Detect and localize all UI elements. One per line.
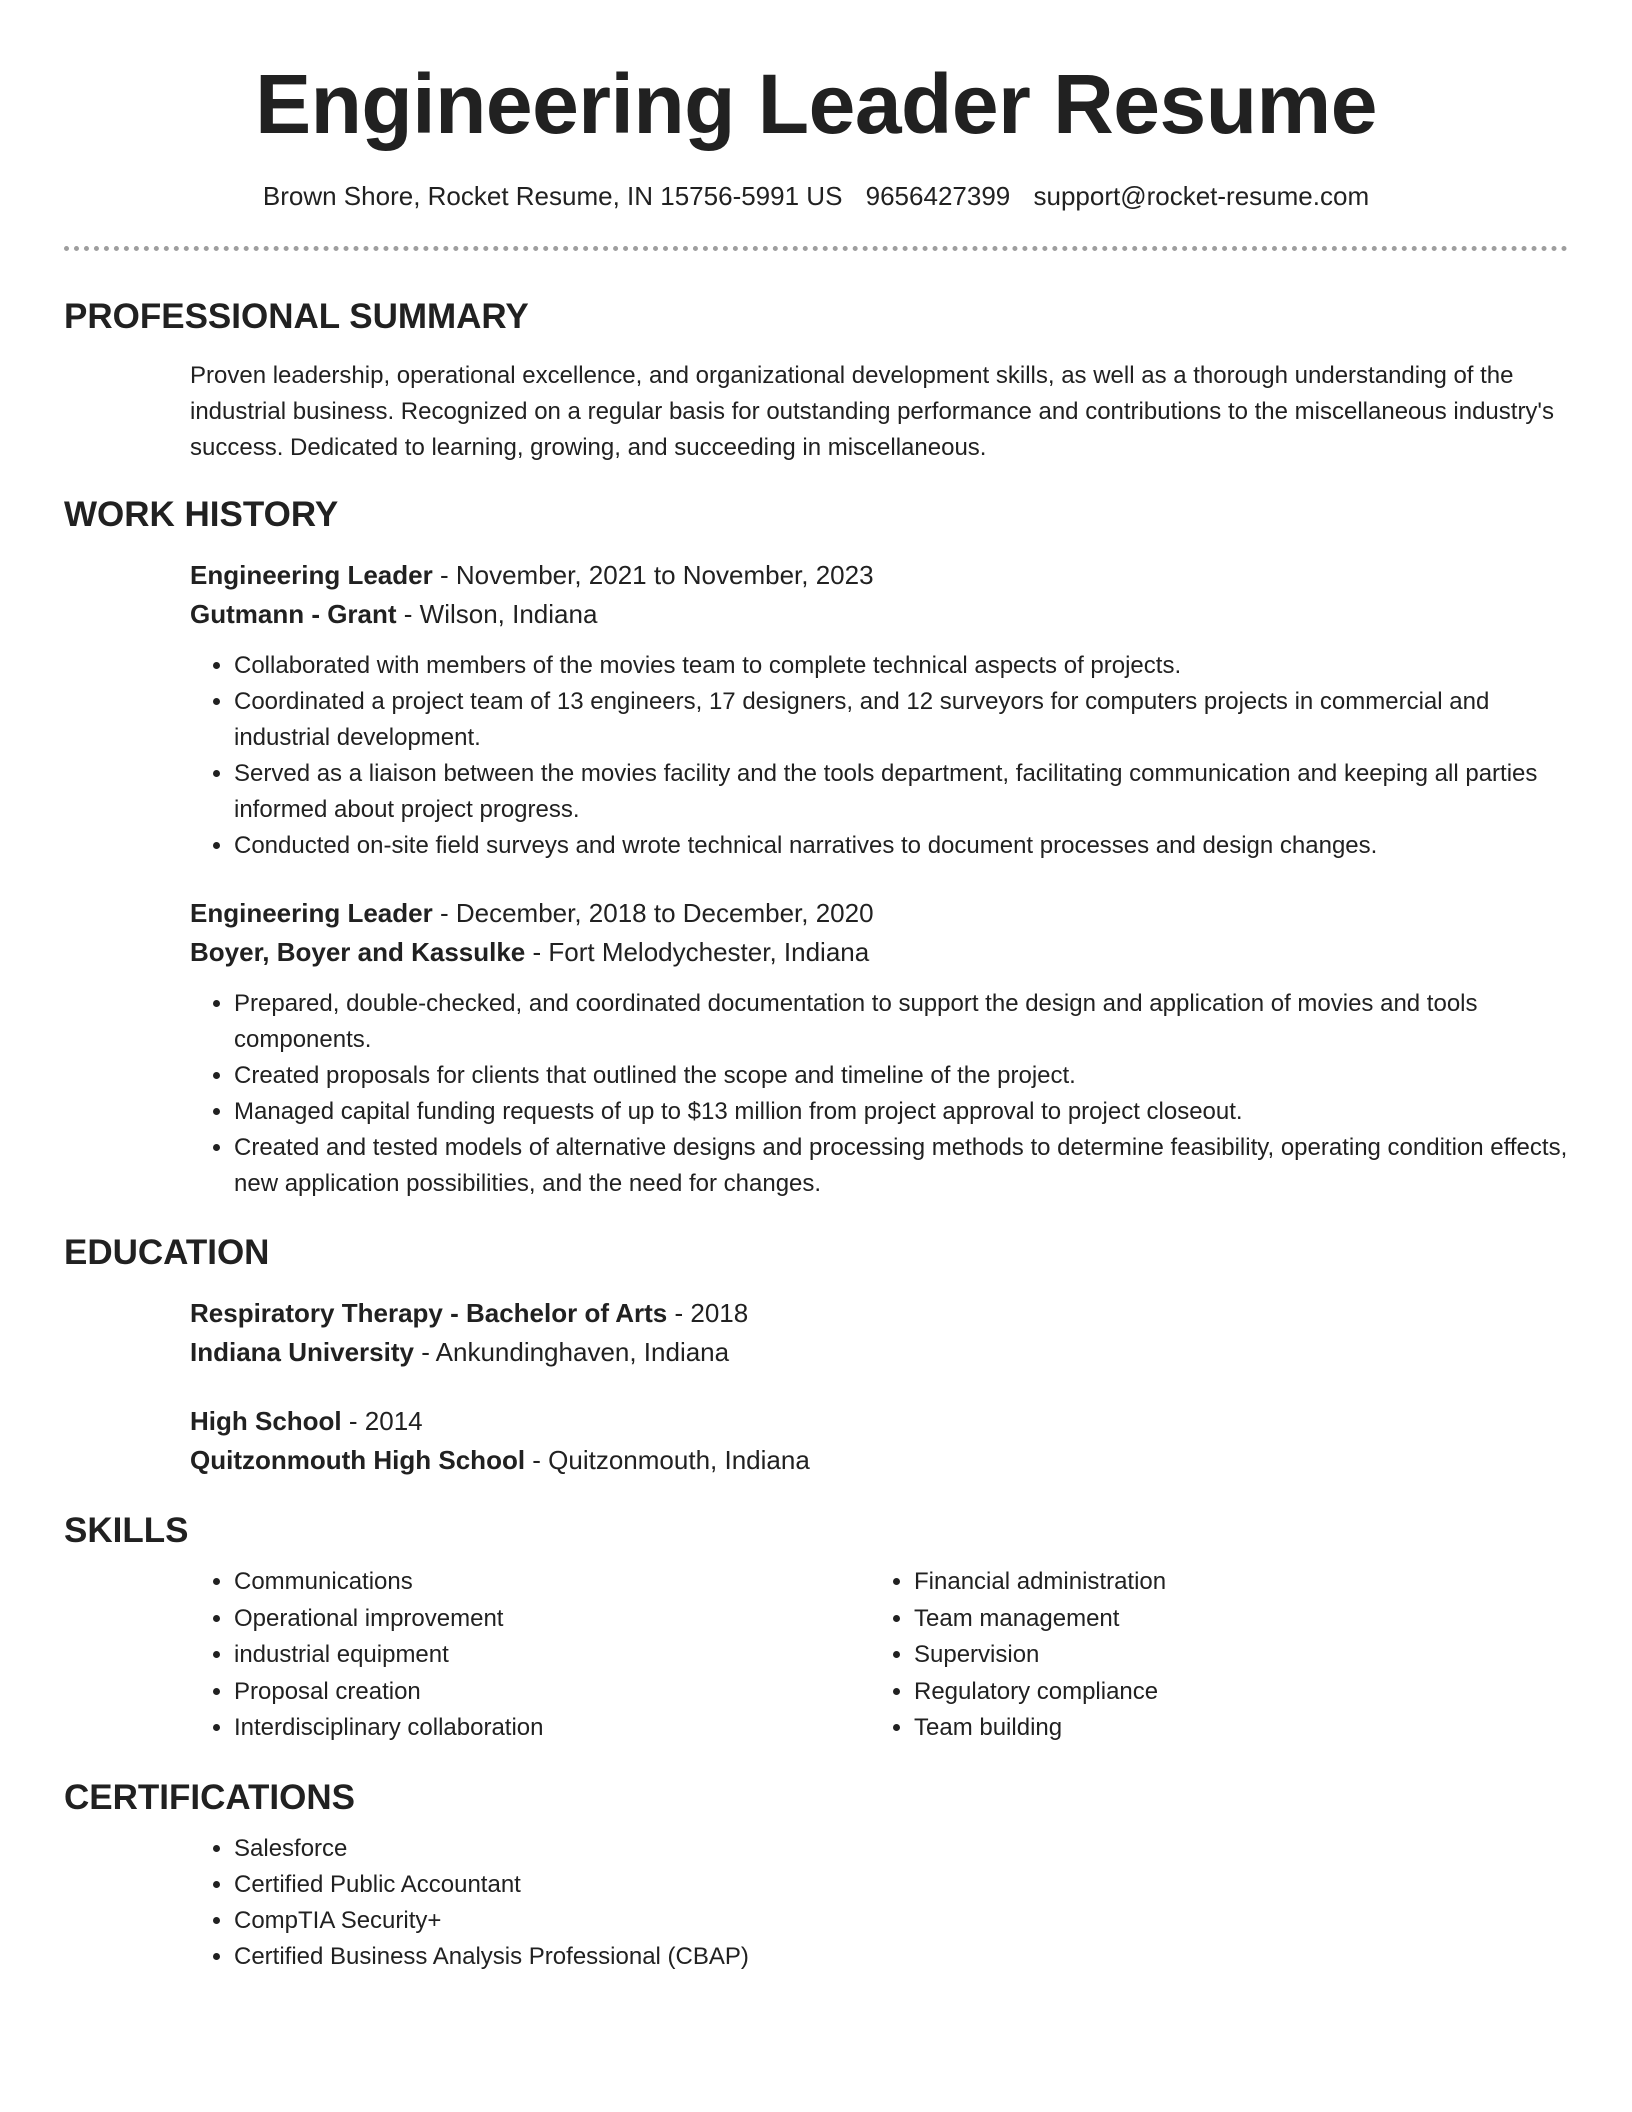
job-bullet: • Conducted on-site field surveys and wrote technical narratives to document processes and design changes. bbox=[234, 828, 1568, 864]
skill-item: • Interdisciplinary collaboration bbox=[234, 1710, 870, 1747]
skills-list-right bbox=[870, 1564, 1550, 1747]
contact-line bbox=[64, 180, 1568, 212]
section-title-certifications: CERTIFICATIONS bbox=[64, 1777, 356, 1817]
job-bullet: • Created and tested models of alternative designs and processing methods to determine feasibility, operating condition effects, new application possibilities, and the need for changes. bbox=[234, 1130, 1568, 1202]
certification-item: • Salesforce bbox=[234, 1831, 1568, 1867]
skills-columns bbox=[190, 1564, 1568, 1747]
job-role: Engineering Leader bbox=[190, 560, 433, 590]
skills-list-left bbox=[190, 1564, 870, 1747]
skill-item: • Supervision bbox=[914, 1637, 1550, 1674]
certifications-block bbox=[190, 1831, 1568, 1975]
skill-item: • Team building bbox=[914, 1710, 1550, 1747]
certification-item: • Certified Business Analysis Professional (CBAP) bbox=[234, 1939, 1568, 1975]
resume-title: Engineering Leader Resume bbox=[255, 57, 1377, 151]
education-degree-line bbox=[190, 1294, 1568, 1333]
contact-phone: 9656427399 bbox=[865, 181, 1011, 211]
education-degree: High School bbox=[190, 1406, 342, 1436]
job-location: - Wilson, Indiana bbox=[396, 599, 598, 629]
job-entry bbox=[190, 894, 1568, 1202]
job-bullet: • Prepared, double-checked, and coordinated documentation to support the design and application of movies and tools components. bbox=[234, 986, 1568, 1058]
job-bullets bbox=[190, 986, 1568, 1202]
job-role: Engineering Leader bbox=[190, 898, 433, 928]
skill-item: • Communications bbox=[234, 1564, 870, 1601]
section-title-summary: PROFESSIONAL SUMMARY bbox=[64, 297, 529, 336]
contact-email: support@rocket-resume.com bbox=[1033, 181, 1370, 211]
job-bullet: • Served as a liaison between the movies facility and the tools department, facilitating communication and keeping all parties informed about project progress. bbox=[234, 756, 1568, 828]
job-role-line bbox=[190, 894, 1568, 933]
education-school: Quitzonmouth High School bbox=[190, 1445, 526, 1475]
work-history-list bbox=[190, 556, 1568, 1202]
education-school-line bbox=[190, 1333, 1568, 1372]
education-entry bbox=[190, 1294, 1568, 1372]
header-divider bbox=[64, 246, 1568, 251]
certifications-list bbox=[190, 1831, 1568, 1975]
education-school: Indiana University bbox=[190, 1337, 414, 1367]
job-entry bbox=[190, 556, 1568, 864]
job-company: Gutmann - Grant bbox=[190, 599, 397, 629]
job-bullets bbox=[190, 648, 1568, 864]
job-dates: - December, 2018 to December, 2020 bbox=[432, 898, 874, 928]
certification-item: • CompTIA Security+ bbox=[234, 1903, 1568, 1939]
education-location: - Ankundinghaven, Indiana bbox=[413, 1337, 730, 1367]
certification-item: • Certified Public Accountant bbox=[234, 1867, 1568, 1903]
job-company-line bbox=[190, 595, 1568, 634]
resume-page bbox=[64, 0, 1568, 1975]
job-bullet: • Coordinated a project team of 13 engineers, 17 designers, and 12 surveyors for computers projects in commercial and industrial development. bbox=[234, 684, 1568, 756]
job-location: - Fort Melodychester, Indiana bbox=[525, 937, 870, 967]
job-role-line bbox=[190, 556, 1568, 595]
education-list bbox=[190, 1294, 1568, 1480]
education-location: - Quitzonmouth, Indiana bbox=[525, 1445, 810, 1475]
education-year: - 2014 bbox=[341, 1406, 423, 1436]
education-year: - 2018 bbox=[667, 1298, 749, 1328]
section-title-education: EDUCATION bbox=[64, 1233, 270, 1272]
job-bullet: • Collaborated with members of the movies team to complete technical aspects of projects. bbox=[234, 648, 1568, 684]
job-company: Boyer, Boyer and Kassulke bbox=[190, 937, 526, 967]
education-entry bbox=[190, 1402, 1568, 1480]
skill-item: • Proposal creation bbox=[234, 1674, 870, 1711]
section-title-work-history: WORK HISTORY bbox=[64, 495, 339, 534]
job-dates: - November, 2021 to November, 2023 bbox=[432, 560, 874, 590]
job-bullet: • Managed capital funding requests of up to $13 million from project approval to project closeout. bbox=[234, 1094, 1568, 1130]
skill-item: • industrial equipment bbox=[234, 1637, 870, 1674]
job-company-line bbox=[190, 933, 1568, 972]
contact-address: Brown Shore, Rocket Resume, IN 15756-5991 US bbox=[262, 181, 843, 211]
job-bullet: • Created proposals for clients that outlined the scope and timeline of the project. bbox=[234, 1058, 1568, 1094]
skill-item: • Regulatory compliance bbox=[914, 1674, 1550, 1711]
education-school-line bbox=[190, 1441, 1568, 1480]
skill-item: • Financial administration bbox=[914, 1564, 1550, 1601]
skill-item: • Operational improvement bbox=[234, 1601, 870, 1638]
section-title-skills: SKILLS bbox=[64, 1511, 189, 1550]
summary-text: Proven leadership, operational excellence, and organizational development skills, as well as a thorough understanding of the industrial business. Recognized on a regular basis for outstanding performance and contributions to the miscellaneous industry's success. Dedicated to learning, growing, and succeeding in miscellaneous. bbox=[190, 362, 1555, 461]
skill-item: • Team management bbox=[914, 1601, 1550, 1638]
education-degree: Respiratory Therapy - Bachelor of Arts bbox=[190, 1298, 668, 1328]
education-degree-line bbox=[190, 1402, 1568, 1441]
